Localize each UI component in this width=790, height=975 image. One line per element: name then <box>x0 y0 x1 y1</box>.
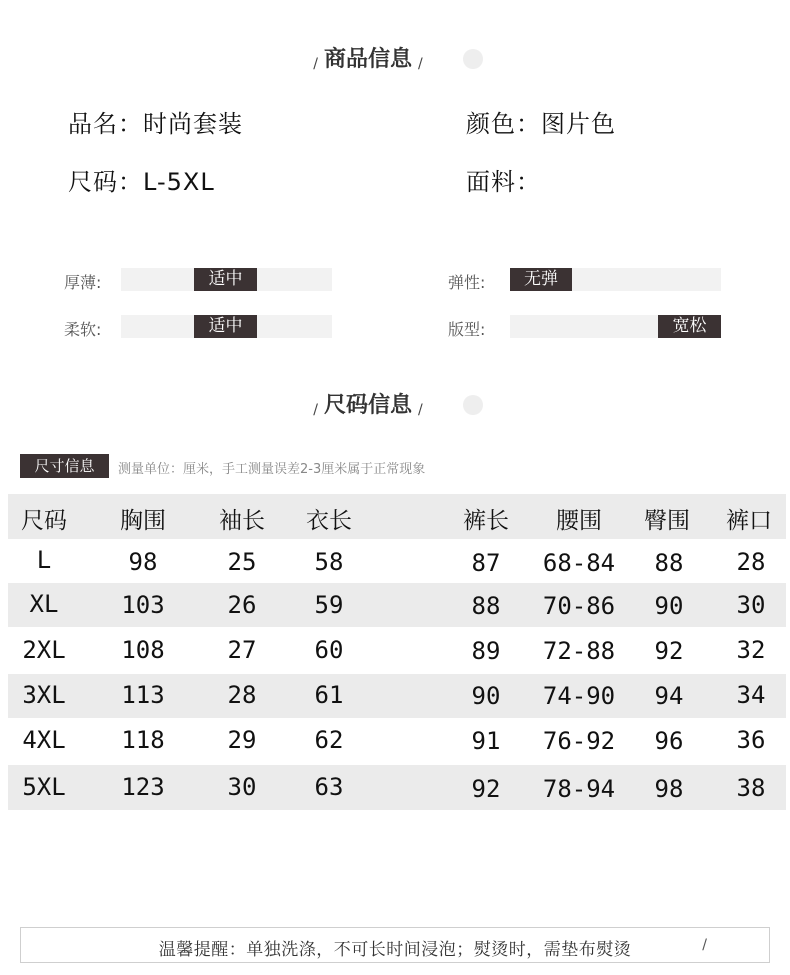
table-cell: 90 <box>471 682 501 710</box>
table-header-cell: 袖长 <box>219 508 265 534</box>
table-cell: 38 <box>736 774 766 802</box>
thickness-value-tag: 适中 <box>194 268 257 291</box>
table-cell: 29 <box>227 726 257 754</box>
slash-mark: / <box>702 937 707 953</box>
measure-badge: 尺寸信息 <box>20 454 109 478</box>
table-cell: 25 <box>227 548 257 576</box>
table-row <box>8 718 786 765</box>
table-header-cell: 尺码 <box>21 508 67 534</box>
table-cell: 96 <box>654 727 684 755</box>
product-info-title: 商品信息 <box>323 47 412 72</box>
table-cell: 2XL <box>22 636 66 664</box>
table-cell: 32 <box>736 636 766 664</box>
table-cell: L <box>36 546 52 574</box>
table-cell: 113 <box>121 681 165 709</box>
slash-mark: / <box>313 402 318 418</box>
softness-value-tag: 适中 <box>194 315 257 338</box>
table-row <box>8 583 786 627</box>
table-header-cell: 裤长 <box>463 508 509 534</box>
slash-mark: / <box>313 56 318 72</box>
table-cell: 70-86 <box>542 592 616 620</box>
table-cell: 68-84 <box>542 549 616 577</box>
table-header-cell: 裤口 <box>726 508 772 534</box>
decorative-dot-icon <box>463 49 483 69</box>
table-cell: 89 <box>471 637 501 665</box>
softness-bar <box>121 315 332 338</box>
table-header-cell: 臀围 <box>644 508 690 534</box>
slash-mark: / <box>418 56 423 72</box>
table-header-cell: 衣长 <box>306 508 352 534</box>
table-cell: 60 <box>314 636 344 664</box>
table-header-cell: 腰围 <box>556 508 602 534</box>
product-size-range: 尺码：L-5XL <box>68 168 215 196</box>
table-cell: 92 <box>471 775 501 803</box>
table-cell: 88 <box>654 549 684 577</box>
table-cell: 94 <box>654 682 684 710</box>
table-cell: 58 <box>314 548 344 576</box>
thickness-label: 厚薄: <box>64 273 102 292</box>
product-fabric: 面料： <box>466 168 541 196</box>
table-cell: 30 <box>227 773 257 801</box>
size-info-heading <box>0 388 790 419</box>
measure-note: 测量单位：厘米，手工测量误差2-3厘米属于正常现象 <box>118 462 426 477</box>
table-cell: XL <box>29 590 59 618</box>
table-cell: 34 <box>736 681 766 709</box>
elasticity-value-tag: 无弹 <box>510 268 572 291</box>
thickness-bar <box>121 268 332 291</box>
table-cell: 91 <box>471 727 501 755</box>
table-cell: 98 <box>128 548 158 576</box>
table-cell: 61 <box>314 681 344 709</box>
table-cell: 76-92 <box>542 727 616 755</box>
table-cell: 28 <box>227 681 257 709</box>
table-cell: 28 <box>736 548 766 576</box>
size-info-title: 尺码信息 <box>323 393 412 418</box>
slash-mark: / <box>418 402 423 418</box>
table-row <box>8 765 786 810</box>
table-cell: 59 <box>314 591 344 619</box>
table-cell: 3XL <box>22 681 66 709</box>
table-cell: 63 <box>314 773 344 801</box>
product-name: 品名：时尚套装 <box>68 110 243 138</box>
table-cell: 72-88 <box>542 637 616 665</box>
table-cell: 36 <box>736 726 766 754</box>
table-cell: 74-90 <box>542 682 616 710</box>
table-cell: 4XL <box>22 726 66 754</box>
table-row <box>8 674 786 718</box>
care-reminder-text: 温馨提醒：单独洗涤，不可长时间浸泡；熨烫时，需垫布熨烫 <box>158 940 632 960</box>
care-reminder-box <box>20 927 770 963</box>
table-cell: 88 <box>471 592 501 620</box>
table-cell: 118 <box>121 726 165 754</box>
table-cell: 27 <box>227 636 257 664</box>
table-cell: 123 <box>121 773 165 801</box>
table-cell: 87 <box>471 549 501 577</box>
table-cell: 92 <box>654 637 684 665</box>
table-cell: 30 <box>736 591 766 619</box>
table-cell: 103 <box>121 591 165 619</box>
table-cell: 62 <box>314 726 344 754</box>
fit-label: 版型: <box>448 320 486 339</box>
elasticity-label: 弹性: <box>448 273 486 292</box>
table-header-row <box>8 494 786 539</box>
softness-label: 柔软: <box>64 320 102 339</box>
table-row <box>8 539 786 583</box>
table-cell: 90 <box>654 592 684 620</box>
table-cell: 98 <box>654 775 684 803</box>
fit-value-tag: 宽松 <box>658 315 721 338</box>
table-row <box>8 627 786 674</box>
table-cell: 108 <box>121 636 165 664</box>
table-cell: 26 <box>227 591 257 619</box>
table-cell: 78-94 <box>542 775 616 803</box>
fit-bar <box>510 315 721 338</box>
product-color: 颜色：图片色 <box>466 110 616 138</box>
table-header-cell: 胸围 <box>120 508 166 534</box>
table-cell: 5XL <box>22 773 66 801</box>
product-info-heading <box>0 42 790 73</box>
decorative-dot-icon <box>463 395 483 415</box>
elasticity-bar <box>510 268 721 291</box>
